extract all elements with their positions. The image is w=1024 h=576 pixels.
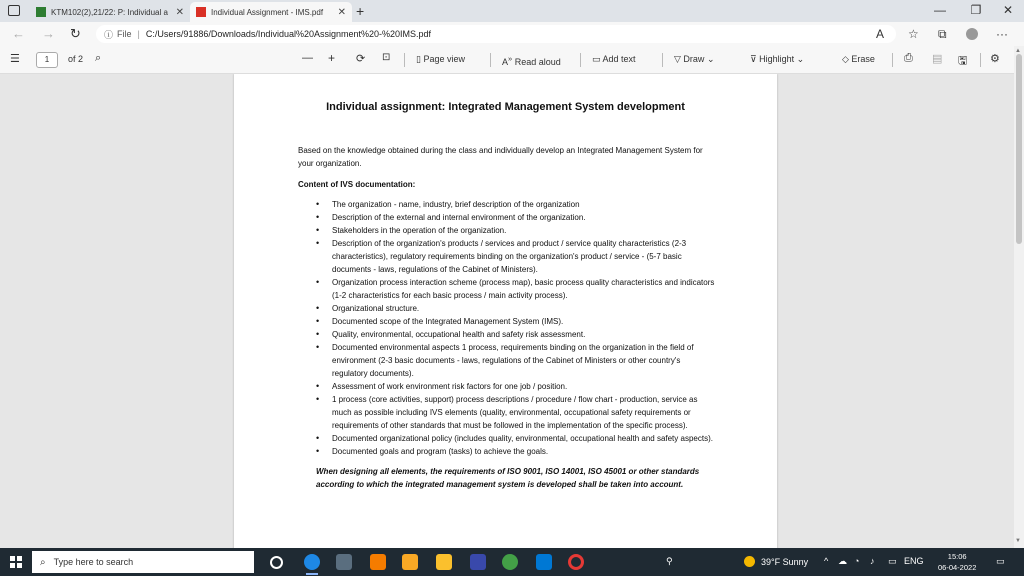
more-icon[interactable]: ··· [996,27,1008,41]
pdf-icon [196,7,206,17]
sun-icon [744,556,755,567]
url-field[interactable] [96,25,896,43]
document-subheading: Content of IVS documentation: [298,180,416,189]
edge-browser-icon[interactable] [304,554,320,570]
document-body [298,144,718,491]
page-total: of 2 [68,54,84,64]
search-icon[interactable]: ⌕ [95,52,102,64]
page-view-button[interactable] [416,54,465,65]
document-title: Individual assignment: Integrated Management System development [326,101,685,113]
page-number-input[interactable]: 1 [36,52,58,68]
tab-actions-icon[interactable] [8,5,20,16]
contents-icon[interactable]: ☰ [10,53,20,65]
read-aloud-icon: A» [502,54,513,67]
list-item: • Documented organizational policy (includes quality, environmental, occupational health and safety aspects). [298,432,718,445]
list-item: • Quality, environmental, occupational health and safety risk assessment. [298,328,718,341]
taskbar [0,548,1024,576]
chrome-icon[interactable] [502,554,518,570]
draw-icon: ▽ [674,54,684,64]
avatar[interactable] [966,28,978,40]
people-icon[interactable]: ⚲ [666,556,673,566]
draw-label: Draw [683,54,705,64]
rotate-icon[interactable]: ⟳ [356,53,366,65]
toolbar-divider [490,53,491,67]
tab-ktm[interactable] [30,2,190,22]
vlc-icon[interactable] [370,554,386,570]
new-tab-button[interactable]: + [356,3,365,19]
list-item: • 1 process (core activities, support) process descriptions / procedure / flow chart - production, service as much as possible including IVS elements (quality, environmental, occupational safety requirements or requirements of other standards that must be followed in the implementation of the specific process). [298,393,718,432]
read-aloud-button[interactable] [502,54,561,67]
pdf-toolbar [0,46,1024,74]
save-as-icon[interactable]: ▤ [932,53,943,65]
file-label: File [117,29,132,39]
network-icon[interactable]: ◔ [854,556,860,566]
zoom-in-button[interactable]: + [328,51,336,65]
eraser-icon: ◇ [842,54,852,64]
add-text-label: Add text [602,54,636,64]
media-icon[interactable] [470,554,486,570]
clock-date: 06-04-2022 [938,563,977,572]
list-item: • Documented environmental aspects 1 process, requirements binding on the organization in the field of environment (2-3 basic documents - laws, regulations of the Cabinet of Ministers or other country's regulatory documents). [298,341,718,380]
erase-button[interactable] [842,54,875,65]
close-tab-icon[interactable]: ✕ [175,6,184,18]
opera-icon[interactable] [568,554,584,570]
document-intro: Based on the knowledge obtained during the class and individually develop an Integrated Management System for your organization. [298,146,703,168]
onedrive-icon[interactable]: ☁ [838,556,847,566]
language-indicator[interactable]: ENG [904,556,924,566]
toolbar-divider [980,53,981,67]
close-tab-icon[interactable]: ✕ [337,6,346,18]
list-item: • Assessment of work environment risk factors for one job / position. [298,380,718,393]
scroll-up-icon[interactable]: ▲ [1015,48,1021,54]
highlight-button[interactable]: ⊽ Highlight ⌄ [750,54,805,64]
chevron-up-icon[interactable]: ^ [824,556,829,566]
settings-gear-icon[interactable]: ⚙ [990,53,1000,65]
search-placeholder: Type here to search [53,557,134,567]
document-note: When designing all elements, the requirements of ISO 9001, ISO 14001, ISO 45001 or other standards according to which the integrated management system is developed shall be taken into account. [316,467,700,489]
collections-icon[interactable]: ⧉ [938,27,947,41]
volume-icon[interactable]: ♪ [870,556,875,566]
favorites-icon[interactable]: ☆ [908,27,919,41]
read-aloud-icon[interactable]: A [876,27,885,41]
page-view-label: Page view [423,54,465,64]
list-item: • Documented goals and program (tasks) to achieve the goals. [298,445,718,458]
taskbar-search-field[interactable] [32,551,254,573]
scroll-thumb[interactable] [1016,54,1022,244]
toolbar-divider [662,53,663,67]
close-window-button[interactable]: ✕ [1002,3,1014,17]
toolbar-divider [404,53,405,67]
zoom-out-button[interactable]: — [302,52,313,64]
tab-bar [0,0,1024,22]
info-icon[interactable]: ⓘ [104,29,114,40]
list-item: • The organization - name, industry, brief description of the organization [298,198,718,211]
add-text-icon: ▭ [592,54,603,64]
windows-start-icon[interactable] [10,556,22,568]
search-icon: ⌕ [40,556,46,568]
add-text-button[interactable] [592,54,636,65]
fit-page-icon[interactable]: ⊡ [382,52,391,63]
pdf-page [234,74,777,548]
erase-label: Erase [851,54,875,64]
toolbar-divider [892,53,893,67]
tab-pdf[interactable] [190,2,352,22]
highlight-label: Highlight [759,54,795,64]
read-aloud-label: Read aloud [514,57,561,67]
clock-time: 15:06 [947,552,967,561]
refresh-icon[interactable]: ↻ [70,26,81,41]
document-viewport[interactable] [0,74,1014,548]
app-icon[interactable] [536,554,552,570]
tab-label: Individual Assignment - IMS.pdf [211,7,324,17]
print-icon[interactable]: ⎙ [904,52,913,64]
list-item: • Organizational structure. [298,302,718,315]
list-item: • Description of the external and internal environment of the organization. [298,211,718,224]
restore-button[interactable]: ❐ [970,3,982,17]
clock[interactable] [938,551,976,573]
list-item: • Organization process interaction scheme (process map), basic process quality characteristics and indicators (1-2 characteristics for each basic process / main activity process). [298,276,718,302]
highlight-icon: ⊽ [750,54,760,64]
scroll-down-icon[interactable]: ▼ [1015,538,1021,544]
vertical-scrollbar[interactable] [1014,46,1024,548]
forward-arrow-icon[interactable]: → [42,26,55,41]
page-view-icon: ▯ [416,54,424,64]
url-separator: | [137,29,140,39]
list-item: • Documented scope of the Integrated Management System (IMS). [298,315,718,328]
cortana-icon[interactable] [270,556,283,569]
task-view-icon[interactable] [336,554,352,570]
list-item: • Stakeholders in the operation of the organization. [298,224,718,237]
notifications-icon[interactable]: ▭ [996,556,1005,566]
weather-text: 39°F Sunny [761,556,809,567]
content-list [298,198,718,458]
draw-button[interactable]: ▽ Draw ⌄ [674,54,715,64]
minimize-button[interactable]: — [934,3,946,17]
address-bar [0,22,1024,46]
list-item: • Description of the organization's products / services and product / service quality characteristics (2-3 characteristics), regulatory requirements binding on the organization's product / service - (5-7 basic documents - laws, regulations of the Cabinet of Ministers). [298,237,718,276]
tab-label: KTM102(2),21/22: P: Individual a [51,7,168,17]
weather-widget[interactable] [744,556,808,567]
save-icon[interactable]: 🖫 [958,55,968,67]
url-text[interactable]: C:/Users/91886/Downloads/Individual%20Assignment%20-%20IMS.pdf [145,29,432,39]
back-arrow-icon[interactable]: ← [12,26,25,41]
battery-icon[interactable]: ▭ [888,556,897,566]
file-explorer-icon[interactable] [436,554,452,570]
store-icon[interactable] [402,554,418,570]
ms-icon [36,7,46,17]
toolbar-divider [580,53,581,67]
